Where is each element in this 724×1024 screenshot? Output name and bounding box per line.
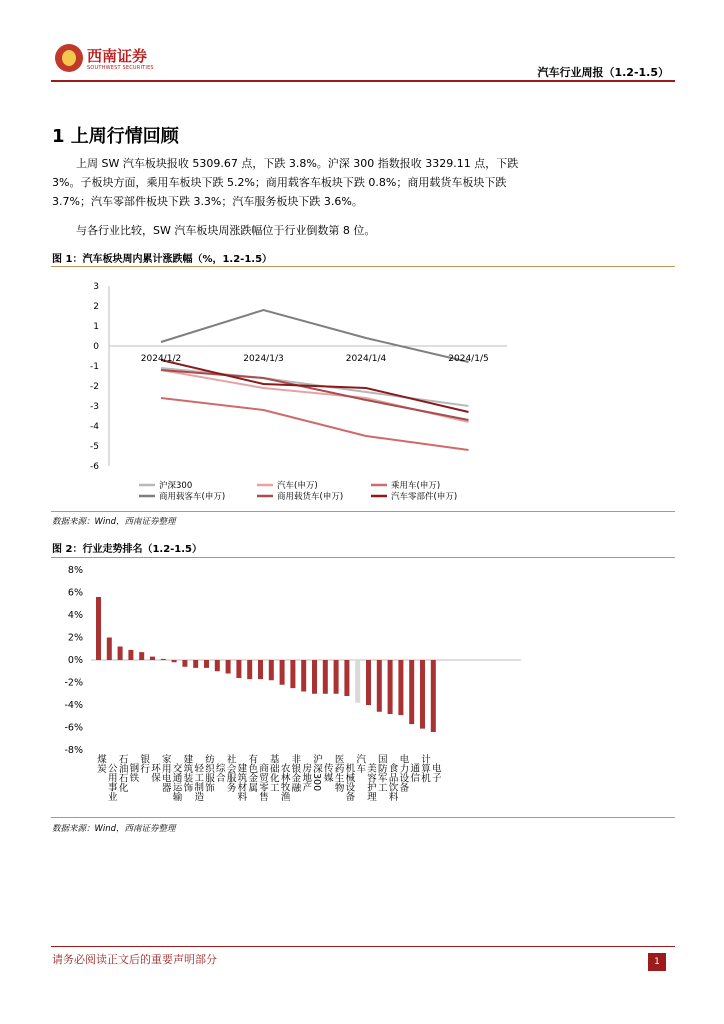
- y-tick-label: -4: [90, 422, 99, 432]
- category-label: 食品饮料: [386, 763, 398, 801]
- bar: [107, 638, 112, 661]
- x-tick-label: 2024/1/4: [345, 354, 387, 364]
- y-tick-label: -2: [90, 382, 99, 392]
- category-label: 房地产: [300, 763, 312, 792]
- category-label: 电子: [429, 763, 441, 782]
- figure1-top-rule: [51, 266, 675, 267]
- category-label: 医药生物: [332, 754, 344, 792]
- category-label: 建筑材料: [235, 763, 247, 801]
- figure1-line-chart: [51, 268, 551, 510]
- category-label: 银行: [138, 754, 150, 773]
- category-label: 石油石化: [116, 754, 128, 792]
- y-tick-label: -2%: [64, 677, 83, 689]
- page-number: 1: [648, 953, 666, 971]
- figure2-bar-chart: [51, 559, 545, 815]
- category-label: 纺织服饰: [203, 754, 214, 792]
- legend-label: 沪深300: [159, 481, 193, 491]
- y-tick-label: -6%: [64, 722, 83, 734]
- category-label: 电力设备: [397, 754, 409, 792]
- figure1-bottom-rule: [51, 511, 675, 512]
- report-title: 汽车行业周报（1.2-1.5）: [537, 66, 669, 79]
- footer-divider: [51, 946, 675, 947]
- bar: [420, 660, 425, 729]
- bar: [377, 660, 382, 712]
- category-label: 交通运输: [170, 763, 182, 801]
- category-label: 通信: [408, 763, 420, 782]
- footer-notice: 请务必阅读正文后的重要声明部分: [52, 953, 217, 966]
- category-label: 汽车: [354, 754, 366, 773]
- category-label: 国防军工: [375, 754, 387, 792]
- bar: [128, 650, 133, 660]
- category-label: 建筑装饰: [181, 754, 193, 792]
- y-tick-label: 3: [93, 282, 99, 292]
- header-divider: [51, 80, 675, 82]
- bar: [182, 660, 187, 667]
- category-label: 机械设备: [343, 763, 355, 801]
- x-tick-label: 2024/1/2: [140, 354, 182, 364]
- bar: [431, 660, 436, 732]
- category-label: 基础化工: [267, 754, 279, 792]
- y-tick-label: -5: [90, 442, 99, 452]
- y-tick-label: 4%: [67, 610, 83, 621]
- bar: [172, 660, 177, 662]
- y-tick-label: 6%: [67, 587, 83, 599]
- series-line: [161, 370, 469, 422]
- bar: [226, 660, 231, 674]
- y-tick-label: -1: [90, 362, 99, 372]
- bar: [409, 660, 414, 724]
- legend-label: 商用载客车(申万): [159, 492, 226, 502]
- x-tick-label: 2024/1/3: [243, 354, 284, 364]
- legend-label: 乘用车(申万): [391, 481, 441, 491]
- legend-label: 汽车零部件(申万): [391, 492, 458, 502]
- category-label: 轻工制造: [192, 763, 204, 801]
- figure2-source: 数据来源：Wind，西南证券整理: [52, 824, 176, 834]
- bar: [280, 660, 285, 685]
- series-line: [161, 398, 469, 450]
- paragraph-market-summary: 上周 SW 汽车板块报收 5309.67 点，下跌 3.8%。沪深 300 指数报收 3329.11 点，下跌 3%。子板块方面，乘用车板块下跌 5.2%；商用载客车板块下跌 0.8%；商用载货车板块下跌 3.7%；汽车零部件板块下跌 3.3%；汽车服务板块下跌 3.6%。: [52, 157, 519, 208]
- section-title: 1 上周行情回顾: [52, 126, 179, 147]
- bar: [161, 659, 166, 660]
- bar: [258, 660, 263, 679]
- bar: [334, 660, 339, 694]
- bar: [344, 660, 349, 696]
- legend-label: 汽车(申万): [277, 481, 318, 491]
- bar: [139, 652, 144, 660]
- paragraph-industry-rank: 与各行业比较，SW 汽车板块周涨跌幅位于行业倒数第 8 位。: [76, 224, 376, 237]
- bar: [323, 660, 328, 694]
- category-label: 农林牧渔: [278, 763, 290, 801]
- figure1-source: 数据来源：Wind，西南证券整理: [52, 517, 176, 527]
- bar: [398, 660, 403, 715]
- bar: [150, 657, 155, 660]
- category-label: 公用事业: [105, 763, 117, 801]
- y-tick-label: -6: [90, 462, 99, 472]
- logo-subtitle: SOUTHWEST SECURITIES: [87, 65, 154, 71]
- bar: [247, 660, 252, 679]
- category-label: 商贸零售: [257, 763, 268, 801]
- bar: [388, 660, 393, 714]
- category-label: 社会服务: [224, 754, 236, 792]
- y-tick-label: -3: [90, 402, 99, 412]
- bar: [269, 660, 274, 680]
- bar: [204, 660, 209, 668]
- y-tick-label: 1: [93, 322, 99, 332]
- logo-emblem-icon: [55, 44, 83, 72]
- bar: [301, 660, 306, 692]
- figure2-top-rule: [51, 557, 675, 558]
- category-label: 家用电器: [159, 754, 171, 792]
- logo: [55, 44, 155, 76]
- legend-label: 商用载货车(申万): [277, 492, 344, 502]
- category-label: 传媒: [321, 763, 333, 782]
- category-label: 沪深300: [311, 754, 322, 792]
- y-tick-label: 8%: [67, 565, 83, 576]
- category-label: 环保: [149, 763, 160, 782]
- bar: [355, 660, 360, 703]
- bar: [118, 647, 123, 661]
- category-label: 钢铁: [127, 763, 139, 782]
- bar: [236, 660, 241, 678]
- bar: [96, 597, 101, 660]
- category-label: 美容护理: [365, 763, 376, 801]
- logo-name: 西南证券: [87, 47, 148, 65]
- figure2-bottom-rule: [51, 817, 675, 818]
- category-label: 计算机: [419, 754, 430, 783]
- y-tick-label: -8%: [64, 745, 83, 756]
- category-label: 非银金融: [289, 754, 301, 792]
- y-tick-label: 2%: [67, 632, 83, 644]
- bar: [290, 660, 295, 688]
- bar: [215, 660, 220, 671]
- category-label: 煤炭: [95, 754, 106, 773]
- figure1-title: 图 1：汽车板块周内累计涨跌幅（%，1.2-1.5）: [52, 254, 273, 265]
- category-label: 有色金属: [246, 754, 258, 792]
- x-tick-label: 2024/1/5: [448, 354, 489, 364]
- bar: [193, 660, 198, 668]
- y-tick-label: 0%: [67, 655, 83, 666]
- bar: [366, 660, 371, 705]
- y-tick-label: 2: [93, 302, 99, 312]
- category-label: 综合: [213, 763, 225, 782]
- y-tick-label: 0: [93, 342, 99, 352]
- bar: [312, 660, 317, 694]
- y-tick-label: -4%: [64, 700, 83, 711]
- series-line: [161, 310, 469, 362]
- figure2-title: 图 2：行业走势排名（1.2-1.5）: [52, 544, 203, 555]
